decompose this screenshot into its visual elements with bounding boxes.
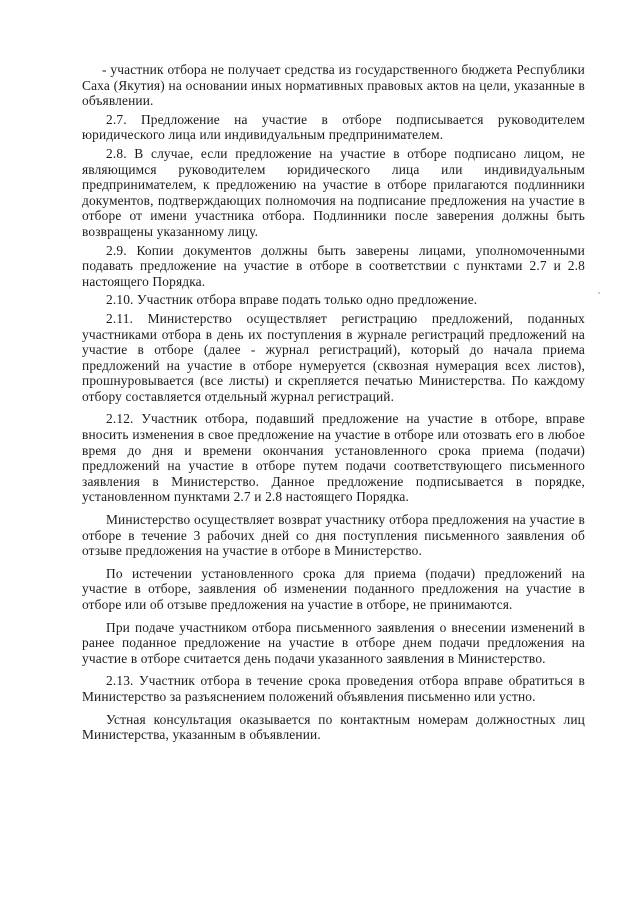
paragraph-return-proposal: Министерство осуществляет возврат участнику отбора предложения на участие в отборе в течение 3 рабочих дней со дня поступления письменного заявления об отзыве предложения на участие в отборе в Министерство. (82, 512, 585, 559)
paragraph-2-7: 2.7. Предложение на участие в отборе подписывается руководителем юридического лица или индивидуальным предпринимателем. (82, 111, 585, 143)
paragraph-submission-date: При подаче участником отбора письменного заявления о внесении изменений в ранее поданное предложение на участие в отборе днем подачи предложения на участие в отборе считается день подачи указанного заявления в Министерство. (82, 619, 585, 666)
paragraph-2-12: 2.12. Участник отбора, подавший предложение на участие в отборе, вправе вносить изменения в свое предложение на участие в отборе или отозвать его в любое время до дня и времени окончания установленного срока приема (подачи) предложений на участие в отборе путем подачи соответствующего письменного заявления в Министерство. Данное предложение подписывается в порядке, установленном пунктами 2.7 и 2.8 настоящего Порядка. (82, 411, 585, 505)
paragraph-deadline-expired: По истечении установленного срока для приема (подачи) предложений на участие в отборе, заявления об изменении поданного предложения на участие в отборе или об отзыве предложения на участие в отборе, не принимаются. (82, 565, 585, 612)
paragraph-2-13: 2.13. Участник отбора в течение срока проведения отбора вправе обратиться в Министерство за разъяснением положений объявления письменно или устно. (82, 673, 585, 704)
document-page (82, 62, 585, 746)
paragraph-budget-condition: - участник отбора не получает средства из государственного бюджета Республики Саха (Якутия) на основании иных нормативных правовых актов на цели, указанные в объявлении. (82, 62, 585, 109)
scan-speck (598, 292, 600, 294)
paragraph-2-8: 2.8. В случае, если предложение на участие в отборе подписано лицом, не являющимся руководителем юридического лица или индивидуальным предпринимателем, к предложению на участие в отборе прилагаются подлинники документов, подтверждающих полномочия на подписание предложения на участие в отборе от имени участника отбора. Подлинники после заверения должны быть возвращены указанному лицу. (82, 145, 585, 239)
paragraph-oral-consultation: Устная консультация оказывается по контактным номерам должностных лиц Министерства, указанным в объявлении. (82, 711, 585, 743)
paragraph-2-11: 2.11. Министерство осуществляет регистрацию предложений, поданных участниками отбора в день их поступления в журнале регистраций предложений на участие в отборе (далее - журнал регистраций), который до начала приема предложений на участие в отборе нумеруется (сквозная нумерация всех листов), прошнуровывается (все листы) и скрепляется печатью Министерства. По каждому отбору составляется отдельный журнал регистраций. (82, 310, 585, 404)
paragraph-2-10: 2.10. Участник отбора вправе подать только одно предложение. (106, 292, 478, 308)
paragraph-2-9: 2.9. Копии документов должны быть заверены лицами, уполномоченными подавать предложение на участие в отборе в соответствии с пунктами 2.7 и 2.8 настоящего Порядка. (82, 242, 585, 289)
